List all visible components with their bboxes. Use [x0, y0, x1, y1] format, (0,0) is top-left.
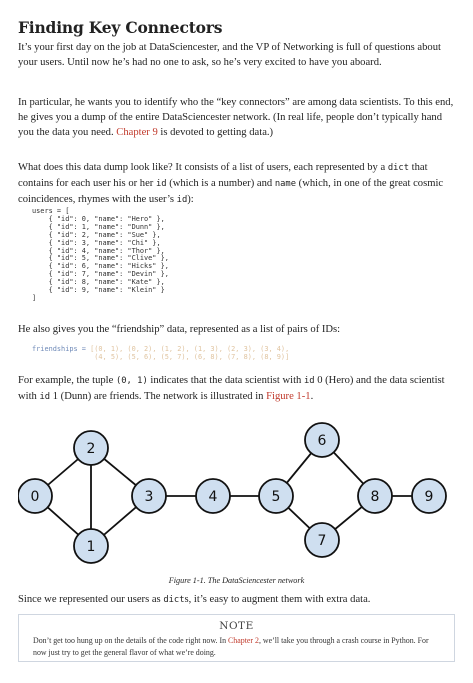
- node-label-6: 6: [317, 433, 327, 449]
- node-label-7: 7: [317, 533, 327, 549]
- users-code-block: users = [ { "id": 0, "name": "Hero" }, { "id": 1, "name": "Dunn" }, { "id": 2, "name": "Sue" }, { "id": 3, "name": "Chi" }, { "id": 4, "name": "Thor" }, { "id": 5, "name": "Clive" }, { "id": 6, "name": "Hicks" }, { "id": 7, "name": "Devin" }, { "id": 8, "name": "Kate" }, { "id": 9, "name": "Klein" } ]: [32, 207, 169, 302]
- node-7: [305, 523, 339, 557]
- note-box: [18, 614, 455, 662]
- section-heading: Finding Key Connectors: [18, 18, 223, 37]
- node-label-4: 4: [208, 489, 218, 505]
- node-4: [196, 479, 230, 513]
- friendships-line-1: [(0, 1), (0, 2), (1, 2), (1, 3), (2, 3), (3, 4),: [90, 345, 290, 353]
- paragraph-intro: It’s your first day on the job at DataSciencester, and the VP of Networking is full of questions about your users. Until now he’s had no one to ask, so he’s very excited to have you aboard.: [18, 42, 441, 68]
- paragraph-key-connectors: In particular, he wants you to identify who the “key connectors” are among data scientists. To this end, he gives you a dump of the entire DataSciencester network. (In real life, people don’t typically hand you the data you need. Chapter 9 is devoted to getting data.): [18, 97, 454, 138]
- friendships-label: friendships =: [32, 345, 91, 353]
- chapter-2-link[interactable]: Chapter 2: [228, 636, 259, 645]
- node-3: [132, 479, 166, 513]
- figure-1-1-link[interactable]: Figure 1-1: [266, 391, 311, 402]
- friendships-line-2: (4, 5), (5, 6), (5, 7), (6, 8), (7, 8), (8, 9)]: [90, 352, 290, 361]
- node-5: [259, 479, 293, 513]
- node-label-0: 0: [30, 489, 40, 505]
- node-label-5: 5: [271, 489, 281, 505]
- paragraph-example: For example, the tuple (0, 1) indicates that the data scientist with id 0 (Hero) and the data scientist with id 1 (Dunn) are friends. The network is illustrated in Figure 1-1.: [18, 375, 445, 402]
- node-2: [74, 431, 108, 465]
- paragraph-augment: Since we represented our users as dicts, it’s easy to augment them with extra data.: [18, 594, 371, 605]
- node-1: [74, 529, 108, 563]
- note-body: Don’t get too hung up on the details of the code right now. In Chapter 2, we’ll take you through a crash course in Python. For now just try to get the general flavor of what we’re doing.: [33, 636, 429, 657]
- node-6: [305, 423, 339, 457]
- node-label-2: 2: [86, 441, 96, 457]
- friendships-code-block: [32, 346, 289, 362]
- node-0: [18, 479, 52, 513]
- note-title: NOTE: [219, 620, 254, 632]
- chapter-9-link[interactable]: Chapter 9: [116, 127, 158, 138]
- network-diagram: [18, 422, 455, 572]
- node-label-8: 8: [370, 489, 380, 505]
- node-8: [358, 479, 392, 513]
- figure-caption: Figure 1-1. The DataSciencester network: [168, 576, 305, 585]
- paragraph-data-dump: What does this data dump look like? It consists of a list of users, each represented by a dict that contains for each user his or her id (which is a number) and name (which, in one of the great cosmic coincidences, rhymes with the user’s id):: [18, 162, 444, 205]
- paragraph-friendships: He also gives you the “friendship” data, represented as a list of pairs of IDs:: [18, 324, 341, 335]
- node-9: [412, 479, 446, 513]
- node-label-3: 3: [144, 489, 154, 505]
- node-label-1: 1: [86, 539, 96, 555]
- node-label-9: 9: [424, 489, 434, 505]
